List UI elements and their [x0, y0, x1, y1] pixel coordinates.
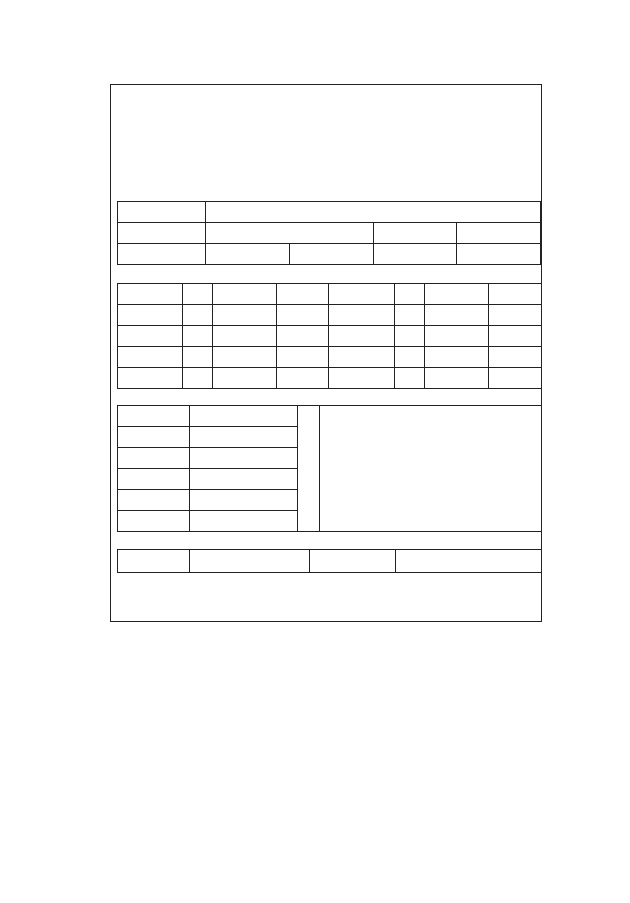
table-row: [118, 284, 542, 305]
col-name: [118, 284, 183, 305]
income-tier-label: [118, 490, 190, 511]
col-dob: [425, 284, 489, 305]
col-remarks: [277, 284, 329, 305]
address-value: [206, 202, 541, 223]
monthly-rent-label: [118, 511, 190, 532]
period-table: [117, 549, 542, 573]
income-tiers: [190, 490, 298, 511]
permit-date-label: [118, 550, 190, 573]
occupants-table: [117, 283, 542, 389]
period-value: [396, 550, 542, 573]
structure-label: [118, 244, 206, 265]
dob-cell: [425, 368, 489, 389]
period-label: [310, 550, 396, 573]
relation-self: [183, 305, 213, 326]
floor-area-label: [457, 244, 541, 265]
table-row: [118, 223, 541, 244]
col-relation: [183, 284, 213, 305]
built-year-unit: [206, 244, 290, 265]
col-relation: [395, 284, 425, 305]
address-label: [118, 202, 206, 223]
income-total-label: [118, 406, 190, 427]
table-row: [118, 202, 541, 223]
dob-cell: [213, 305, 277, 326]
col-dob: [213, 284, 277, 305]
dob-cell: [213, 347, 277, 368]
deduction-breakdown-label: [298, 406, 320, 532]
table-row: [118, 244, 541, 265]
deduction-breakdown: [320, 406, 542, 532]
complex-number-label: [118, 223, 206, 244]
table-row: [118, 368, 542, 389]
table-row: [118, 550, 542, 573]
room-unit: [457, 223, 541, 244]
housing-table: [117, 201, 541, 265]
monthly-income-label: [118, 469, 190, 490]
income-table: [117, 405, 542, 532]
floors-unit: [373, 244, 457, 265]
dob-cell: [213, 326, 277, 347]
table-row: [118, 406, 542, 427]
table-row: [118, 347, 542, 368]
table-row: [118, 326, 542, 347]
col-remarks: [489, 284, 542, 305]
annual-income-label: [118, 448, 190, 469]
complex-unit: [206, 223, 374, 244]
dob-cell: [425, 347, 489, 368]
deduction-total-sum-label: [118, 427, 190, 448]
permit-date-value: [190, 550, 310, 573]
dob-cell: [425, 326, 489, 347]
col-name: [329, 284, 395, 305]
table-row: [118, 305, 542, 326]
dob-cell: [213, 368, 277, 389]
construction-unit: [289, 244, 373, 265]
building-unit: [373, 223, 457, 244]
dob-cell: [425, 305, 489, 326]
